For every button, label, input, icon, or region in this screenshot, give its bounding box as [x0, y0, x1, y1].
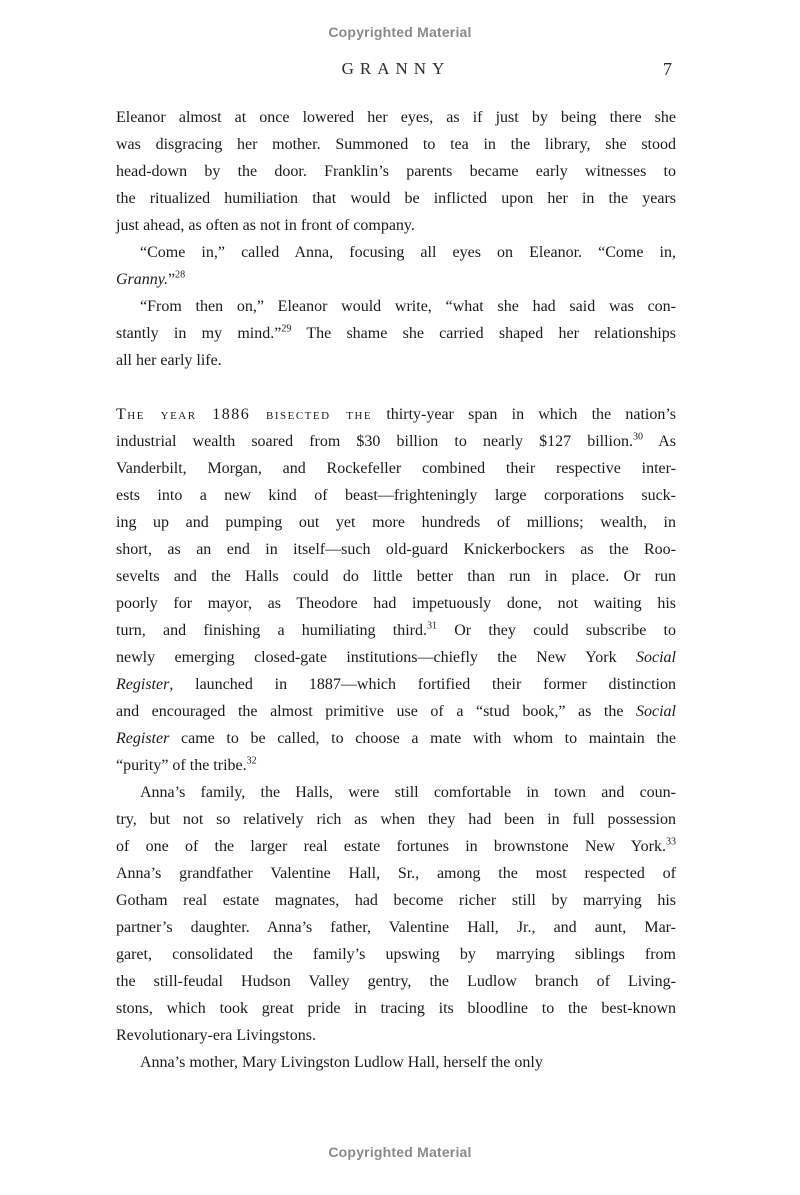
body-text	[116, 104, 676, 1076]
text-segment: of one of the larger real estate fortunes in brownstone New York.	[116, 838, 666, 855]
text-line	[116, 671, 676, 698]
copyright-notice-top: Copyrighted Material	[328, 24, 472, 40]
text-line	[116, 1022, 676, 1049]
text-line	[116, 536, 676, 563]
text-segment: The year 1886 bisected the	[116, 406, 373, 423]
text-line	[116, 833, 676, 860]
text-segment: industrial wealth soared from $30 billion to nearly $127 billion.	[116, 433, 633, 450]
text-line	[116, 347, 676, 374]
text-line	[116, 725, 676, 752]
footnote-reference: 33	[666, 836, 676, 848]
text-line	[116, 617, 676, 644]
text-segment: stons, which took great pride in tracing its bloodline to the best-known	[116, 1000, 676, 1017]
paragraph	[116, 239, 676, 293]
text-segment: Anna’s grandfather Valentine Hall, Sr., among the most respected of	[116, 865, 676, 882]
text-segment: Revolutionary-era Livingstons.	[116, 1027, 316, 1044]
text-segment: ests into a new kind of beast—frighteningly large corporations suck-	[116, 487, 676, 504]
footnote-reference: 28	[175, 269, 186, 281]
text-line	[116, 212, 676, 239]
text-segment: Granny.	[116, 271, 168, 288]
text-line	[116, 293, 676, 320]
chapter-title: GRANNY	[341, 59, 451, 78]
text-line	[116, 185, 676, 212]
text-segment: came to be called, to choose a mate with whom to maintain the	[169, 730, 676, 747]
text-segment: ing up and pumping out yet more hundreds of millions; wealth, in	[116, 514, 676, 531]
text-segment: short, as an end in itself—such old-guard Knickerbockers as the Roo-	[116, 541, 676, 558]
text-line	[116, 509, 676, 536]
text-segment: “From then on,” Eleanor would write, “what she had said was con-	[140, 298, 676, 315]
text-segment: As	[642, 433, 676, 450]
text-line	[116, 320, 676, 347]
text-segment: the ritualized humiliation that would be inflicted upon her in the years	[116, 190, 676, 207]
text-segment: turn, and finishing a humiliating third.	[116, 622, 427, 639]
text-segment: thirty-year span in which the nation’s	[372, 406, 677, 423]
text-line	[116, 941, 676, 968]
text-line	[116, 698, 676, 725]
paragraph	[116, 293, 676, 374]
text-line	[116, 401, 676, 428]
text-segment: Gotham real estate magnates, had become richer still by marrying his	[116, 892, 676, 909]
text-line	[116, 158, 676, 185]
text-segment: was disgracing her mother. Summoned to tea in the library, she stood	[116, 136, 676, 153]
text-line	[116, 860, 676, 887]
text-line	[116, 968, 676, 995]
text-line	[116, 590, 676, 617]
text-line	[116, 266, 676, 293]
text-segment: “Come in,” called Anna, focusing all eyes on Eleanor. “Come in,	[140, 244, 676, 261]
copyright-notice-bottom: Copyrighted Material	[328, 1144, 472, 1160]
paragraph	[116, 401, 676, 779]
text-line	[116, 428, 676, 455]
text-segment: partner’s daughter. Anna’s father, Valentine Hall, Jr., and aunt, Mar-	[116, 919, 676, 936]
text-segment: Anna’s family, the Halls, were still comfortable in town and coun-	[140, 784, 676, 801]
text-segment: newly emerging closed-gate institutions—chiefly the New York	[116, 649, 636, 666]
paragraph	[116, 104, 676, 239]
text-segment: ”	[168, 271, 176, 288]
text-segment: , launched in 1887—which fortified their former distinction	[169, 676, 676, 693]
text-line	[116, 482, 676, 509]
footnote-reference: 29	[281, 323, 292, 335]
text-segment: the still-feudal Hudson Valley gentry, the Ludlow branch of Living-	[116, 973, 676, 990]
text-segment: all her early life.	[116, 352, 222, 369]
text-line	[116, 131, 676, 158]
text-line	[116, 563, 676, 590]
footnote-reference: 30	[632, 431, 643, 443]
text-segment: “purity” of the tribe.	[116, 757, 247, 774]
text-segment: sevelts and the Halls could do little better than run in place. Or run	[116, 568, 676, 585]
text-segment: Anna’s mother, Mary Livingston Ludlow Hall, herself the only	[140, 1054, 543, 1071]
running-header	[116, 59, 676, 83]
paragraph	[116, 1049, 676, 1076]
text-segment: Or they could subscribe to	[437, 622, 676, 639]
text-line	[116, 644, 676, 671]
text-line	[116, 779, 676, 806]
text-line	[116, 1049, 676, 1076]
text-line	[116, 914, 676, 941]
text-segment: stantly in my mind.”	[116, 325, 282, 342]
text-segment: Social	[636, 649, 676, 666]
text-segment: The shame she carried shaped her relationships	[291, 325, 677, 342]
text-segment: Vanderbilt, Morgan, and Rockefeller combined their respective inter-	[116, 460, 676, 477]
footnote-reference: 32	[246, 755, 257, 767]
text-segment: poorly for mayor, as Theodore had impetuously done, not waiting his	[116, 595, 676, 612]
page-number: 7	[663, 59, 672, 79]
text-segment: and encouraged the almost primitive use of a “stud book,” as the	[116, 703, 636, 720]
text-line	[116, 995, 676, 1022]
footnote-reference: 31	[427, 620, 437, 632]
text-segment: garet, consolidated the family’s upswing by marrying siblings from	[116, 946, 676, 963]
text-segment: Register	[116, 676, 170, 693]
text-segment: Register	[116, 730, 170, 747]
text-line	[116, 104, 676, 131]
text-segment: Social	[636, 703, 676, 720]
text-segment: try, but not so relatively rich as when they had been in full possession	[116, 811, 676, 828]
text-line	[116, 455, 676, 482]
text-line	[116, 239, 676, 266]
text-line	[116, 806, 676, 833]
text-segment: head-down by the door. Franklin’s parents became early witnesses to	[116, 163, 676, 180]
text-segment: just ahead, as often as not in front of company.	[116, 217, 415, 234]
paragraph	[116, 779, 676, 1049]
text-segment: Eleanor almost at once lowered her eyes, as if just by being there she	[116, 109, 676, 126]
text-line	[116, 887, 676, 914]
text-line	[116, 752, 676, 779]
